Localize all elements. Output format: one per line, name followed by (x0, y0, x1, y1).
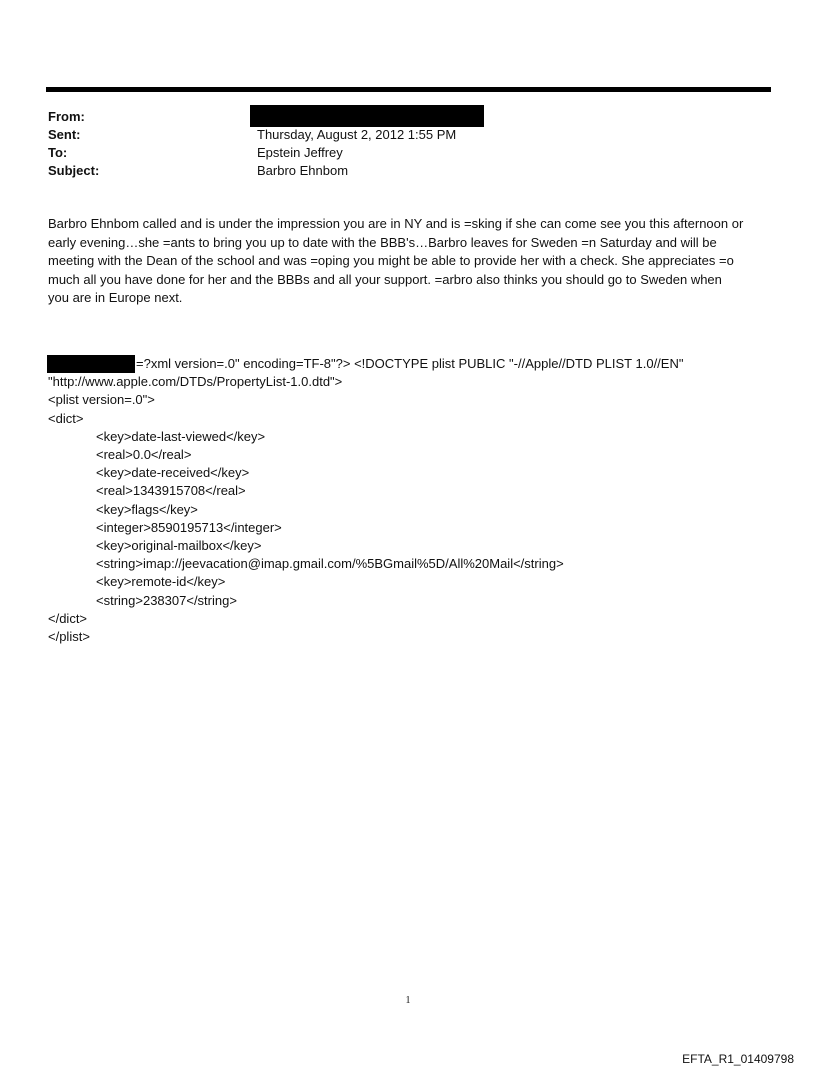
from-redaction (250, 105, 484, 127)
body-line: meeting with the Dean of the school and was =oping you might be able to provide her with a check. She appreciates =o (48, 253, 734, 268)
header-rule (46, 87, 771, 92)
body-line: you are in Europe next. (48, 290, 183, 305)
plist-block (48, 355, 773, 646)
plist-entry: <key>remote-id</key> (96, 574, 226, 590)
plist-entry: <integer>8590195713</integer> (96, 519, 282, 535)
body-line: early evening…she =ants to bring you up to date with the BBB's…Barbro leaves for Sweden =n Saturday and will be (48, 234, 717, 250)
plist-entry: <string>imap://jeevacation@imap.gmail.com/%5BGmail%5D/All%20Mail</string> (96, 556, 564, 572)
plist-entry: <real>0.0</real> (96, 447, 192, 463)
plist-entry: <key>date-received</key> (96, 465, 250, 481)
plist-entry: <key>original-mailbox</key> (96, 538, 262, 554)
plist-line: "http://www.apple.com/DTDs/PropertyList-1.0.dtd"> (48, 374, 343, 390)
plist-entry: <string>238307</string> (96, 592, 237, 608)
sent-label: Sent: (48, 127, 81, 142)
plist-line: </dict> (48, 610, 88, 626)
to-value: Epstein Jeffrey (257, 145, 343, 160)
document-id: EFTA_R1_01409798 (682, 1052, 794, 1066)
page-number: 1 (405, 995, 411, 1006)
plist-entry: <key>flags</key> (96, 501, 198, 517)
plist-line: =?xml version=.0" encoding=TF-8"?> <!DOCTYPE plist PUBLIC "-//Apple//DTD PLIST 1.0//EN" (136, 356, 684, 371)
plist-entry: <key>date-last-viewed</key> (96, 428, 266, 444)
from-label: From: (48, 109, 85, 124)
plist-line: <dict> (48, 410, 84, 426)
plist-line: <plist version=.0"> (48, 392, 155, 408)
subject-label: Subject: (48, 163, 100, 178)
plist-line: </plist> (48, 629, 90, 645)
subject-value: Barbro Ehnbom (257, 163, 349, 178)
to-label: To: (48, 145, 68, 160)
body-line: much all you have done for her and the BBBs and all your support. =arbro also thinks you should go to Sweden when (48, 271, 722, 287)
email-body (48, 215, 773, 308)
plist-entry: <real>1343915708</real> (96, 483, 246, 499)
sent-value: Thursday, August 2, 2012 1:55 PM (257, 127, 457, 142)
body-line: Barbro Ehnbom called and is under the impression you are in NY and is =sking if she can come see you this afternoon or (48, 216, 744, 231)
